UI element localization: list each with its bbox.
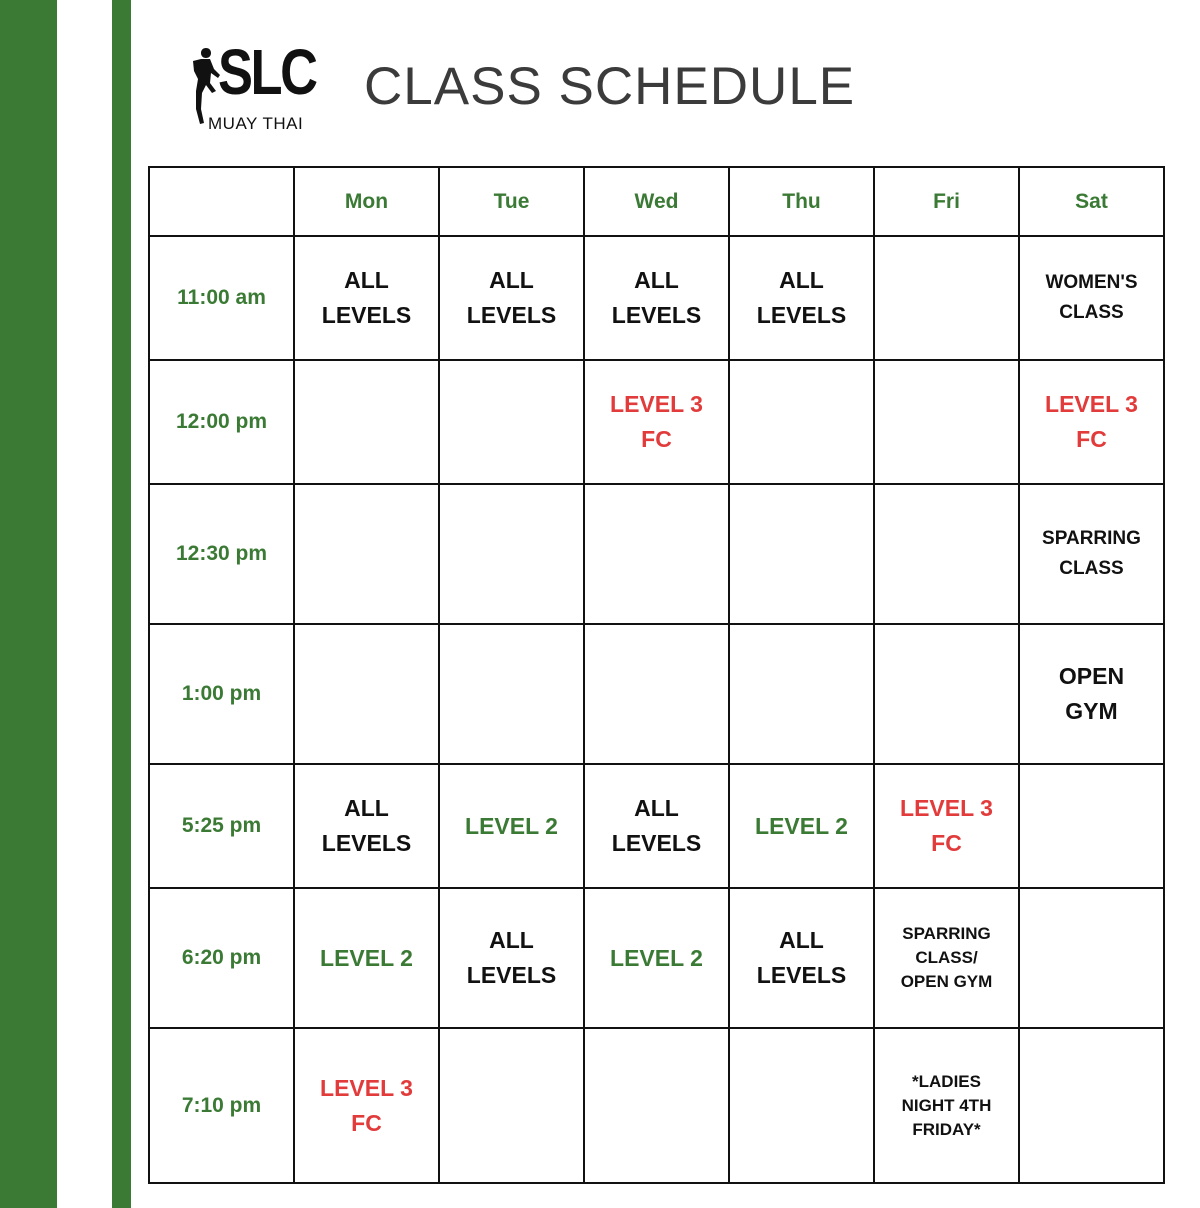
empty-cell [874,360,1019,484]
empty-cell [874,236,1019,360]
empty-cell [439,360,584,484]
class-cell: ALL LEVELS [729,236,874,360]
class-cell: OPEN GYM [1019,624,1164,764]
class-cell: LEVEL 3 FC [1019,360,1164,484]
time-slot-label: 12:30 pm [149,484,294,624]
class-cell: SPARRING CLASS/ OPEN GYM [874,888,1019,1028]
empty-cell [584,624,729,764]
time-slot-label: 12:00 pm [149,360,294,484]
class-cell: ALL LEVELS [439,888,584,1028]
schedule-row [149,624,1164,764]
class-cell: ALL LEVELS [584,764,729,888]
class-cell: LEVEL 3 FC [584,360,729,484]
time-slot-label: 6:20 pm [149,888,294,1028]
class-cell: *LADIES NIGHT 4TH FRIDAY* [874,1028,1019,1183]
class-cell: ALL LEVELS [729,888,874,1028]
empty-cell [294,624,439,764]
day-header: Mon [294,167,439,236]
header-row [149,167,1164,236]
day-header: Thu [729,167,874,236]
empty-cell [729,360,874,484]
class-cell: ALL LEVELS [584,236,729,360]
empty-cell [729,624,874,764]
empty-cell [439,484,584,624]
page-title: CLASS SCHEDULE [364,57,856,116]
logo-wordmark: SLC [218,36,316,108]
empty-cell [439,624,584,764]
empty-cell [294,484,439,624]
logo-subtext: MUAY THAI [208,114,304,133]
empty-cell [1019,764,1164,888]
empty-cell [874,484,1019,624]
schedule-row [149,764,1164,888]
class-cell: SPARRING CLASS [1019,484,1164,624]
empty-cell [1019,1028,1164,1183]
class-cell: LEVEL 2 [439,764,584,888]
empty-cell [729,484,874,624]
schedule-row [149,236,1164,360]
class-cell: LEVEL 3 FC [874,764,1019,888]
class-cell: ALL LEVELS [294,764,439,888]
schedule-row [149,1028,1164,1183]
time-slot-label: 1:00 pm [149,624,294,764]
brand-logo [192,36,316,136]
class-schedule-table [148,166,1165,1184]
empty-cell [1019,888,1164,1028]
schedule-row [149,360,1164,484]
day-header: Fri [874,167,1019,236]
class-cell: ALL LEVELS [294,236,439,360]
schedule-row [149,484,1164,624]
class-cell: LEVEL 2 [294,888,439,1028]
day-header: Sat [1019,167,1164,236]
time-slot-label: 5:25 pm [149,764,294,888]
day-header: Wed [584,167,729,236]
class-cell: WOMEN'S CLASS [1019,236,1164,360]
day-header: Tue [439,167,584,236]
schedule-row [149,888,1164,1028]
empty-cell [584,1028,729,1183]
time-slot-label: 7:10 pm [149,1028,294,1183]
class-cell: LEVEL 2 [584,888,729,1028]
empty-cell [439,1028,584,1183]
empty-cell [584,484,729,624]
class-cell: ALL LEVELS [439,236,584,360]
empty-cell [874,624,1019,764]
corner-cell [149,167,294,236]
empty-cell [294,360,439,484]
time-slot-label: 11:00 am [149,236,294,360]
left-green-stripe [0,0,57,1208]
class-cell: LEVEL 2 [729,764,874,888]
left-green-stripe-narrow [112,0,131,1208]
empty-cell [729,1028,874,1183]
class-cell: LEVEL 3 FC [294,1028,439,1183]
